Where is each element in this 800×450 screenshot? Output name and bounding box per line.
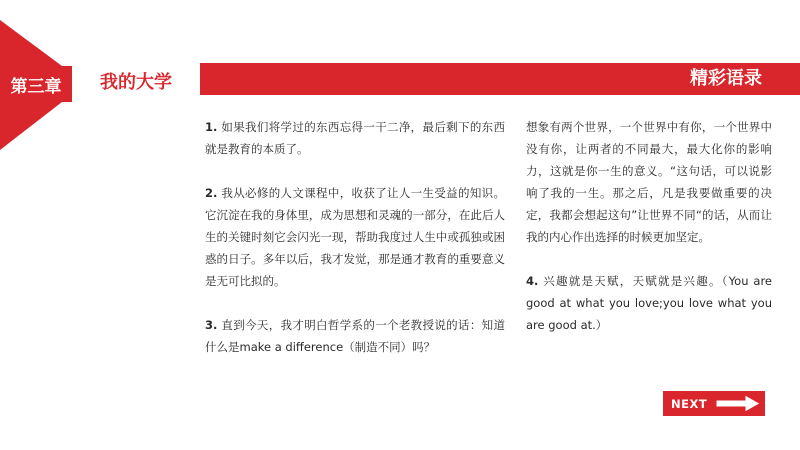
quote-text: 我从必修的人文课程中，收获了让人一生受益的知识。它沉淀在我的身体里，成为思想和灵魂的一部分，在此后人生的关键时刻它会闪光一现，帮助我度过人生中或孤独或困惑的日子。多年以后，我才发觉，那是通才教育的重要意义是无可比拟的。 [205,186,506,288]
arrow-right-icon [715,394,761,413]
quote-number: 3. [205,318,218,332]
quote-paragraph [526,116,772,248]
quote-number: 1. [205,120,218,134]
right-column [526,116,772,358]
quote-paragraph [205,116,505,160]
section-banner [200,63,800,95]
next-button-label: NEXT [671,396,708,411]
quote-paragraph [205,182,505,292]
quote-number: 4. [526,274,539,288]
section-title: 精彩语录 [690,68,762,89]
quote-text: 直到今天，我才明白哲学系的一个老教授说的话：知道什么是make a difference（制造不同）吗？ [205,318,506,354]
next-button[interactable] [663,391,765,416]
chapter-title: 我的大学 [100,72,172,93]
quote-number: 2. [205,186,218,200]
chapter-label: 第三章 [0,66,72,102]
quote-text: 想象有两个世界，一个世界中有你，一个世界中没有你，让两者的不同最大，最大化你的影响力，这就是你一生的意义。“这句话，可以说影响了我的一生。那之后，凡是我要做重要的决定，我都会想起这句”让世界不同“的话，从而让我的内心作出选择的时候更加坚定。 [526,120,772,244]
left-column [205,116,505,380]
quote-text: 兴趣就是天赋，天赋就是兴趣。（You are good at what you love;you love what you are good at.） [526,274,773,332]
quote-paragraph [526,270,772,336]
quote-text: 如果我们将学过的东西忘得一干二净，最后剩下的东西就是教育的本质了。 [205,120,506,156]
quote-paragraph [205,314,505,358]
